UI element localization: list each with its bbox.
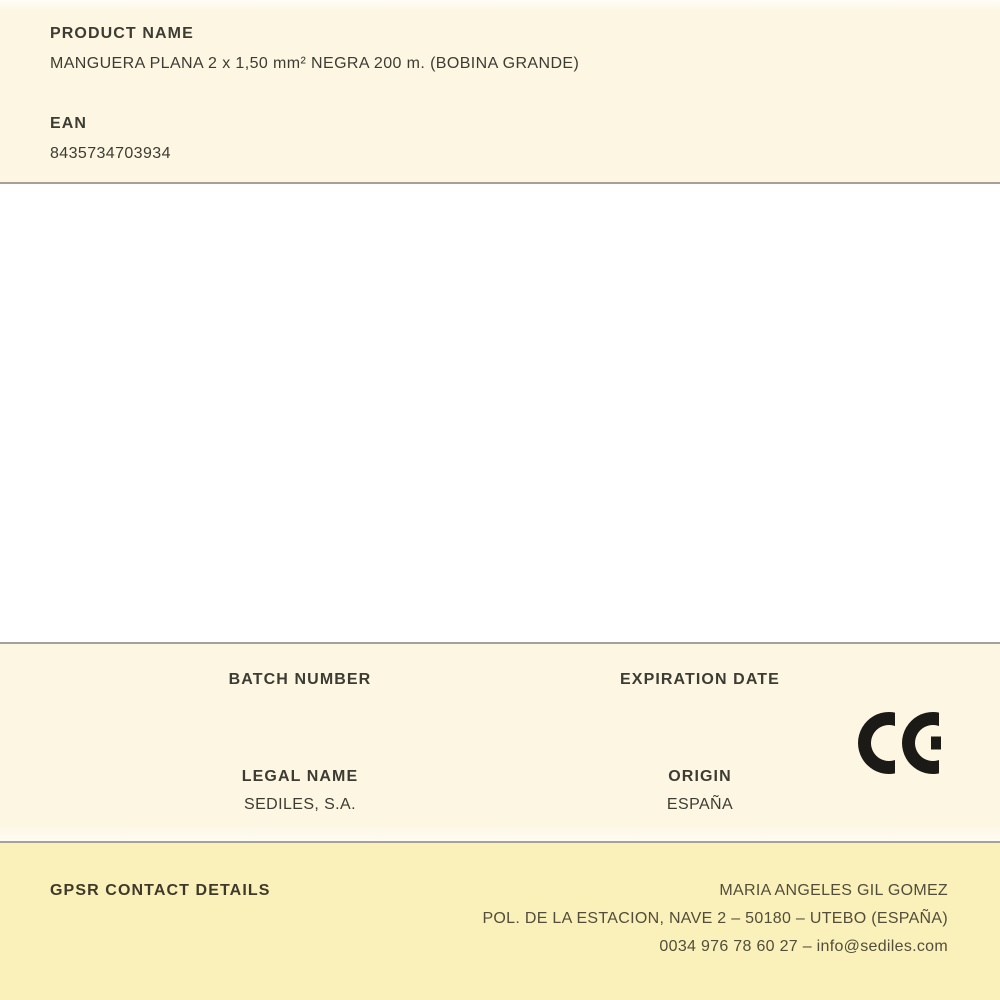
legal-name-field: [100, 767, 500, 816]
origin-value: ESPAÑA: [666, 796, 734, 813]
product-image-area: [0, 184, 1000, 644]
details-section: [0, 644, 1000, 841]
product-name-label: PRODUCT NAME: [50, 25, 194, 42]
gpsr-contact-section: [0, 841, 1000, 1000]
legal-name-value: SEDILES, S.A.: [244, 796, 356, 813]
origin-field: [500, 767, 900, 816]
legal-name-label: LEGAL NAME: [241, 768, 359, 785]
ean-label: EAN: [50, 115, 88, 132]
expiration-date-label: EXPIRATION DATE: [620, 671, 780, 688]
product-name-value: MANGUERA PLANA 2 x 1,50 mm² NEGRA 200 m. (BOBINA GRANDE): [50, 55, 580, 72]
ean-field: [50, 114, 950, 165]
origin-label: ORIGIN: [668, 768, 732, 785]
legal-origin-row: [0, 767, 1000, 816]
batch-expiration-row: [0, 670, 1000, 697]
contact-address-line: POL. DE LA ESTACION, NAVE 2 – 50180 – UTEBO (ESPAÑA): [482, 910, 948, 927]
ce-mark-icon: [858, 712, 942, 774]
expiration-date-field: [500, 670, 900, 697]
contact-person-line: MARIA ANGELES GIL GOMEZ: [719, 882, 948, 899]
gpsr-contact-lines: [482, 877, 948, 961]
gpsr-contact-heading: GPSR CONTACT DETAILS: [50, 882, 271, 899]
ean-value: 8435734703934: [50, 145, 171, 162]
contact-phone-email-line: 0034 976 78 60 27 – info@sediles.com: [659, 938, 948, 955]
batch-number-field: [100, 670, 500, 697]
product-name-field: [50, 24, 950, 75]
product-header-section: [0, 0, 1000, 184]
batch-number-label: BATCH NUMBER: [228, 671, 372, 688]
